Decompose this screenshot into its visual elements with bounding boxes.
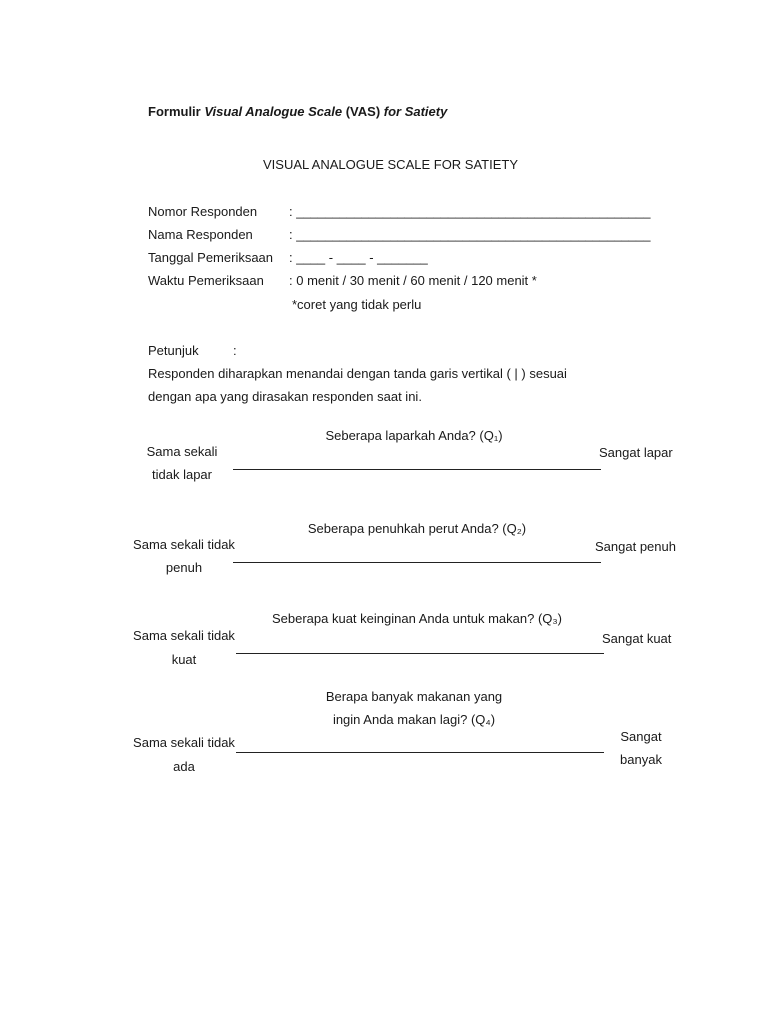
scale-left-anchor-line2: tidak lapar — [152, 467, 212, 482]
nama-responden-field[interactable]: : _________________________________________________ — [289, 227, 651, 242]
instruction-line-1: Responden diharapkan menandai dengan tanda garis vertikal ( | ) sesuai — [148, 366, 567, 381]
question-text-line1: Berapa banyak makanan yang — [325, 689, 503, 704]
scale-right-anchor: Sangat kuat — [602, 631, 672, 646]
title-part-vas: Visual Analogue Scale — [204, 104, 343, 119]
instruction-line-2: dengan apa yang dirasakan responden saat ini. — [148, 389, 422, 404]
scale-right-anchor-line1: Sangat — [620, 729, 662, 744]
petunjuk-colon: : — [233, 343, 237, 358]
question-text-line2: ingin Anda makan lagi? (Q₄) — [332, 712, 496, 727]
vas-scale-line[interactable] — [233, 562, 601, 563]
vas-scale-line[interactable] — [233, 469, 601, 470]
scale-right-anchor-line2: banyak — [620, 752, 662, 767]
scale-right-anchor: Sangat lapar — [599, 445, 673, 460]
scale-left-anchor-line1: Sama sekali tidak — [133, 537, 235, 552]
nomor-responden-label: Nomor Responden — [148, 204, 258, 219]
waktu-pemeriksaan-label: Waktu Pemeriksaan — [148, 273, 264, 288]
title-part-satiety: for Satiety — [383, 104, 448, 119]
scale-left-anchor-line1: Sama sekali tidak — [133, 735, 235, 750]
waktu-pemeriksaan-options[interactable]: : 0 menit / 30 menit / 60 menit / 120 menit * — [289, 273, 537, 288]
nomor-responden-field[interactable]: : _________________________________________________ — [289, 204, 651, 219]
question-text: Seberapa penuhkah perut Anda? (Q₂) — [307, 521, 527, 536]
title-part-abbrev: (VAS) — [342, 104, 384, 119]
scale-left-anchor-line1: Sama sekali tidak — [133, 628, 235, 643]
vas-scale-line[interactable] — [236, 752, 604, 753]
title-part-formulir: Formulir — [148, 104, 205, 119]
waktu-note: *coret yang tidak perlu — [292, 297, 422, 312]
scale-left-anchor-line2: penuh — [165, 560, 203, 575]
tanggal-pemeriksaan-label: Tanggal Pemeriksaan — [148, 250, 274, 265]
vas-scale-line[interactable] — [236, 653, 604, 654]
question-text: Seberapa kuat keinginan Anda untuk makan? (Q₃) — [271, 611, 563, 626]
scale-left-anchor-line1: Sama sekali — [146, 444, 218, 459]
scale-heading: VISUAL ANALOGUE SCALE FOR SATIETY — [263, 157, 519, 172]
scale-left-anchor-line2: kuat — [171, 652, 197, 667]
document-title — [148, 104, 447, 119]
nama-responden-label: Nama Responden — [148, 227, 253, 242]
scale-right-anchor: Sangat penuh — [595, 539, 676, 554]
scale-left-anchor-line2: ada — [173, 759, 195, 774]
question-text: Seberapa laparkah Anda? (Q₁) — [325, 428, 503, 443]
petunjuk-label: Petunjuk — [148, 343, 199, 358]
tanggal-pemeriksaan-field[interactable]: : ____ - ____ - _______ — [289, 250, 428, 265]
